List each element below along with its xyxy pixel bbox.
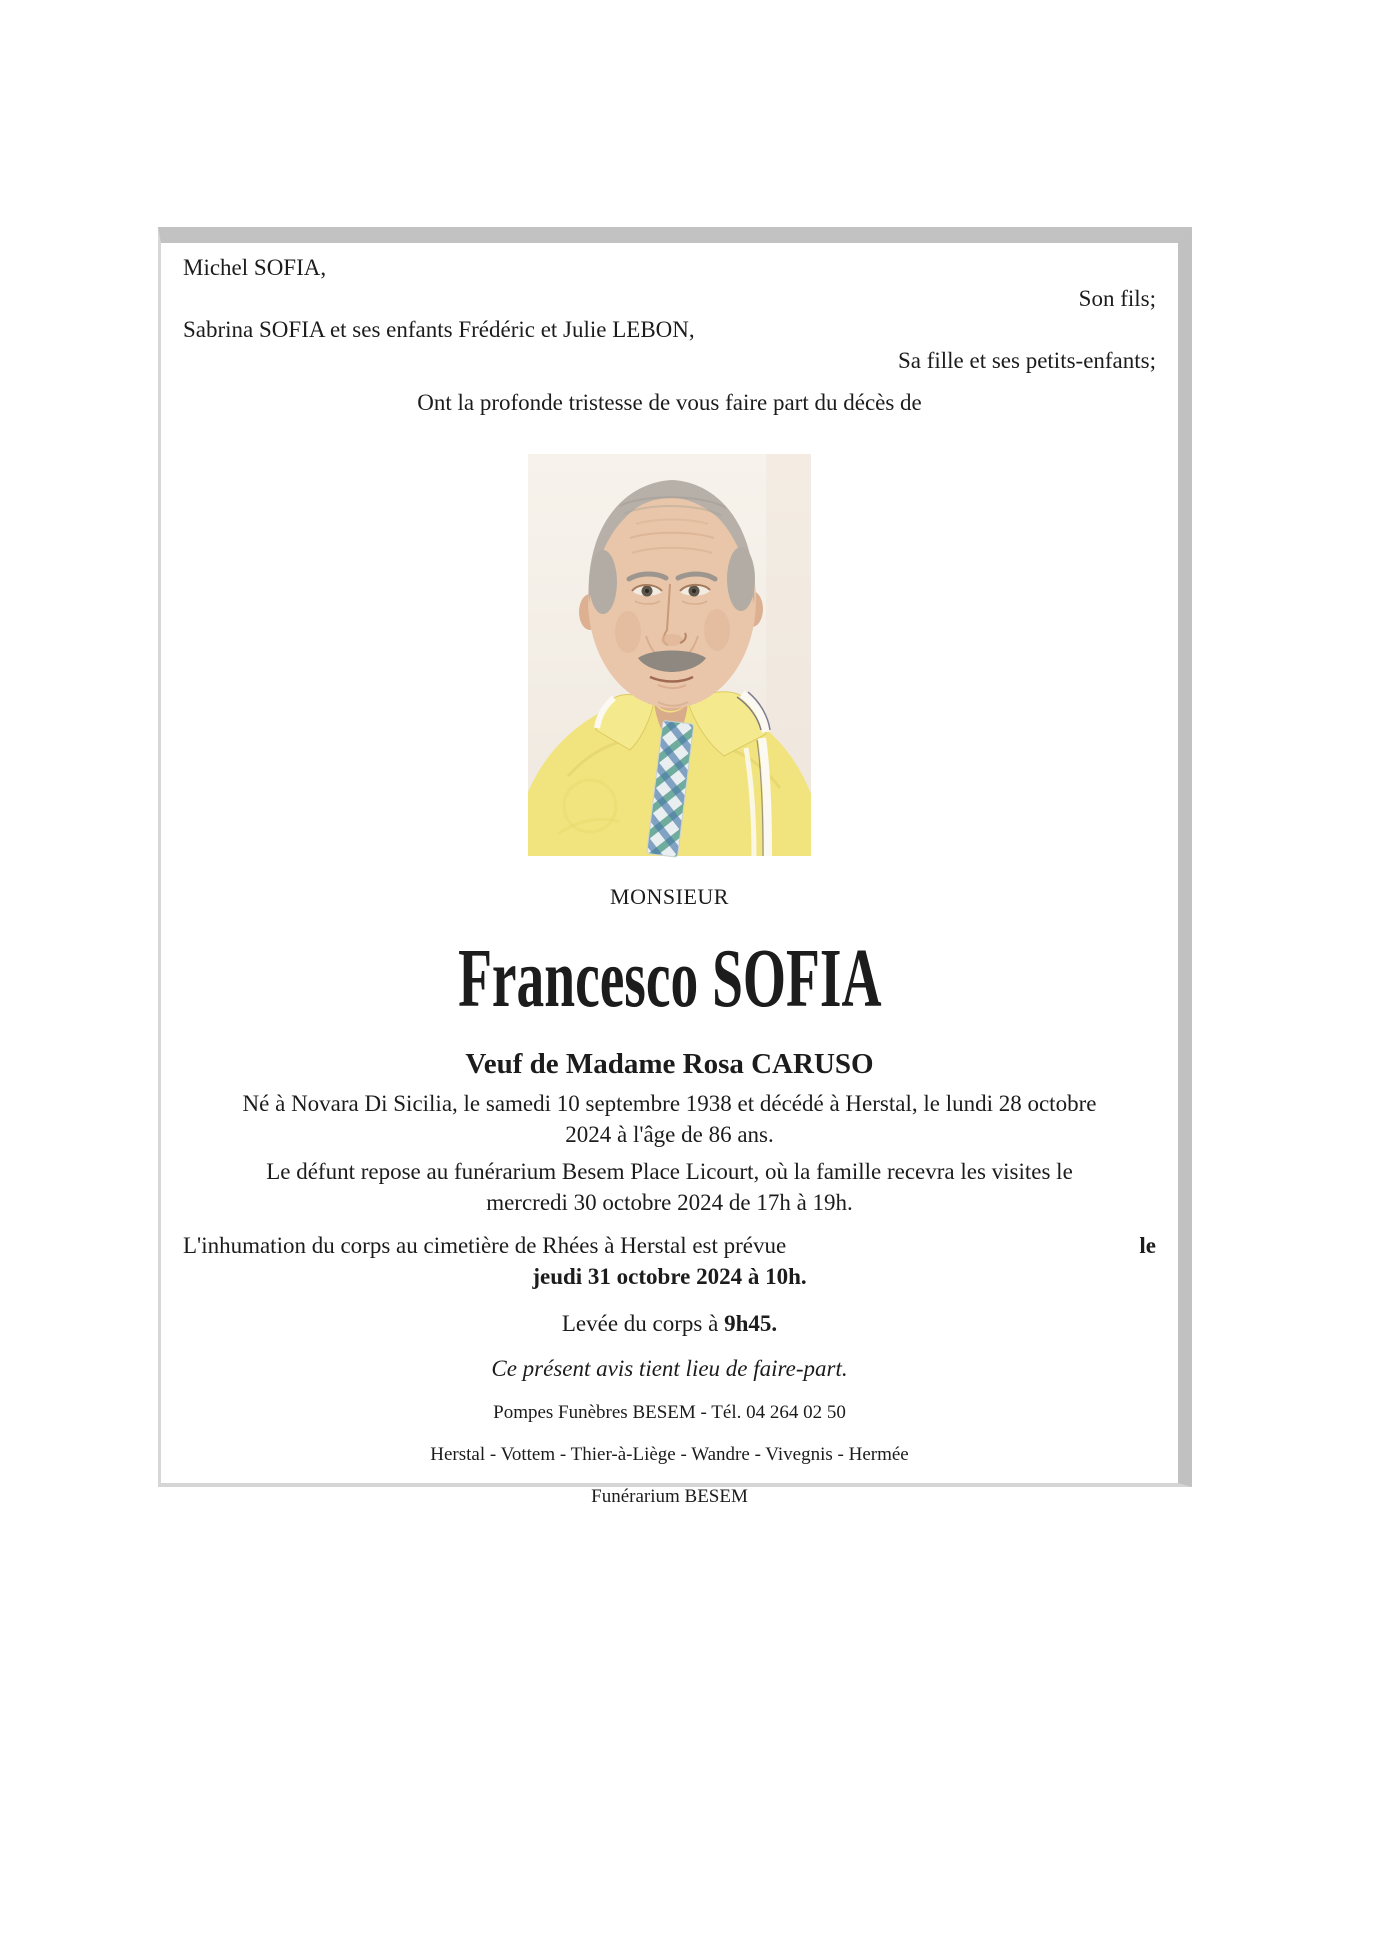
birth-death-paragraph	[183, 1088, 1156, 1150]
civility-title: MONSIEUR	[610, 884, 729, 909]
son-name: Michel SOFIA,	[183, 255, 327, 280]
visitation-paragraph	[183, 1156, 1156, 1218]
levee-text: Levée du corps à	[561, 1311, 725, 1336]
funeral-home-line: Pompes Funèbres BESEM - Tél. 04 264 02 50	[493, 1402, 846, 1423]
death-notice-card	[158, 227, 1192, 1507]
burial-line1	[183, 1230, 1156, 1261]
announcement-intro: Ont la profonde tristesse de vous faire part du décès de	[417, 390, 922, 415]
family-line-son-relation	[183, 283, 1156, 314]
deceased-name-line	[183, 932, 1156, 1044]
son-relation: Son fils;	[1078, 286, 1156, 311]
deceased-name: Francesco SOFIA	[457, 932, 882, 1025]
widower-line: Veuf de Madame Rosa CARUSO	[465, 1048, 874, 1080]
visitation-line2: mercredi 30 octobre 2024 de 17h à 19h.	[486, 1190, 853, 1215]
family-line-daughter	[183, 314, 1156, 345]
levee-line	[183, 1308, 1156, 1339]
family-line-daughter-relation	[183, 345, 1156, 376]
visitation-line1: Le défunt repose au funérarium Besem Place Licourt, où la famille recevra les visites le	[266, 1159, 1073, 1184]
deceased-photo	[183, 454, 1156, 861]
daughter-name: Sabrina SOFIA et ses enfants Frédéric et Julie LEBON,	[183, 317, 695, 342]
daughter-relation: Sa fille et ses petits-enfants;	[897, 348, 1156, 373]
burial-text: L'inhumation du corps au cimetière de Rhées à Herstal est prévue	[183, 1233, 787, 1258]
burial-date-line: jeudi 31 octobre 2024 à 10h.	[532, 1264, 807, 1289]
burial-article: le	[1139, 1233, 1156, 1258]
birth-death-line2: 2024 à l'âge de 86 ans.	[565, 1122, 774, 1147]
levee-time: 9h45.	[724, 1311, 778, 1336]
portrait-illustration	[528, 454, 811, 856]
notice-line: Ce présent avis tient lieu de faire-part.	[491, 1356, 848, 1381]
burial-paragraph	[183, 1230, 1156, 1292]
funerarium-line: Funérarium BESEM	[591, 1486, 748, 1507]
birth-death-line1: Né à Novara Di Sicilia, le samedi 10 septembre 1938 et décédé à Herstal, le lundi 28 octobre	[242, 1091, 1097, 1116]
locations-line: Herstal - Vottem - Thier-à-Liège - Wandre - Vivegnis - Hermée	[430, 1444, 909, 1465]
family-line-son	[183, 252, 1156, 283]
